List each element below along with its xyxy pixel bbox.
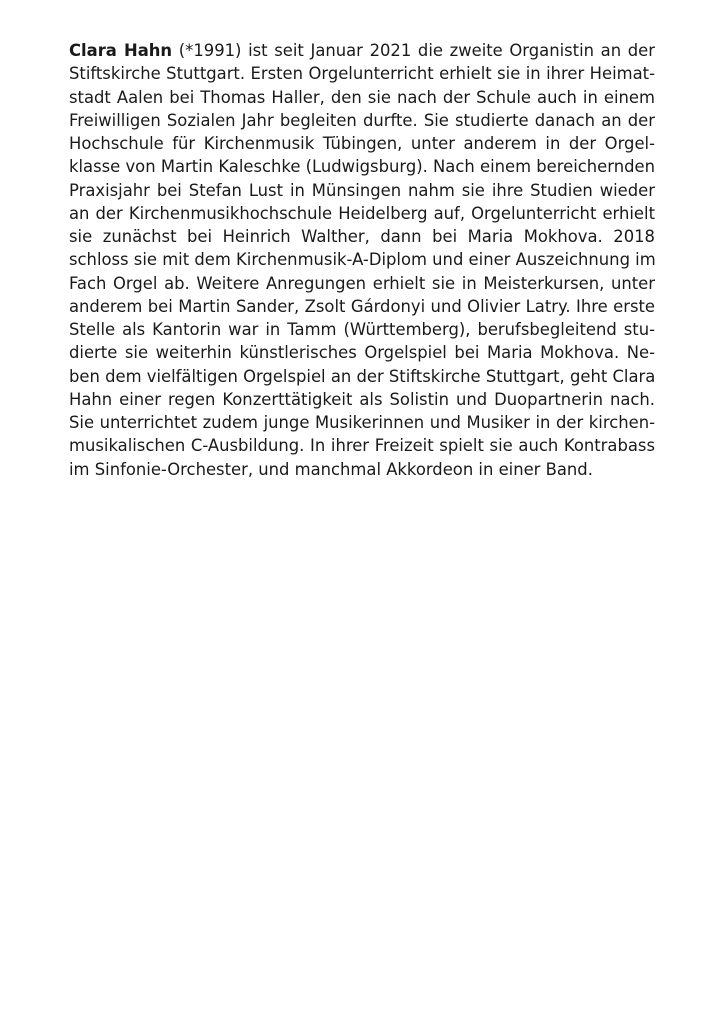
bio-line: musikalischen C-Ausbildung. In ihrer Freizeit spielt sie auch Kontrabass <box>69 436 655 456</box>
bio-line: anderem bei Martin Sander, Zsolt Gárdonyi und Olivier Latry. Ihre erste <box>69 296 655 316</box>
person-name: Clara Hahn <box>69 41 173 60</box>
bio-line: ben dem vielfältigen Orgelspiel an der Stiftskirche Stuttgart, geht Clara <box>69 366 656 386</box>
bio-line: sie zunächst bei Heinrich Walther, dann bei Maria Mokhova. 2018 <box>69 227 655 246</box>
bio-line: stadt Aalen bei Thomas Haller, den sie nach der Schule auch in einem <box>69 87 655 107</box>
bio-line: an der Kirchenmusikhochschule Heidelberg auf, Orgelunterricht erhielt <box>69 203 655 223</box>
bio-line: Praxisjahr bei Stefan Lust in Münsingen nahm sie ihre Studien wieder <box>69 180 655 200</box>
bio-line: schloss sie mit dem Kirchenmusik-A-Diplom und einer Auszeichnung im <box>69 250 656 270</box>
bio-line: Fach Orgel ab. Weitere Anregungen erhielt sie in Meisterkursen, unter <box>69 273 655 293</box>
bio-line: Freiwilligen Sozialen Jahr begleiten durfte. Sie studierte danach an der <box>69 110 655 130</box>
bio-line: Stiftskirche Stuttgart. Ersten Orgelunterricht erhielt sie in ihrer Heimat- <box>69 64 655 84</box>
bio-line: Hochschule für Kirchenmusik Tübingen, unter anderem in der Orgel- <box>69 134 655 153</box>
bio-line: im Sinfonie-Orchester, und manchmal Akkordeon in einer Band. <box>69 459 593 479</box>
bio-line: klasse von Martin Kaleschke (Ludwigsburg). Nach einem bereichernden <box>69 157 655 177</box>
bio-line <box>69 39 655 62</box>
bio-line-text: (*1991) ist seit Januar 2021 die zweite Organistin an der <box>172 41 655 60</box>
bio-line: Stelle als Kantorin war in Tamm (Württemberg), berufsbegleitend stu- <box>69 320 655 339</box>
bio-line: Sie unterrichtet zudem junge Musikerinnen und Musiker in der kirchen- <box>69 413 655 432</box>
biography-paragraph <box>69 39 655 481</box>
bio-line: Hahn einer regen Konzerttätigkeit als Solistin und Duopartnerin nach. <box>69 389 655 409</box>
bio-line: dierte sie weiterhin künstlerisches Orgelspiel bei Maria Mokhova. Ne- <box>69 343 655 363</box>
